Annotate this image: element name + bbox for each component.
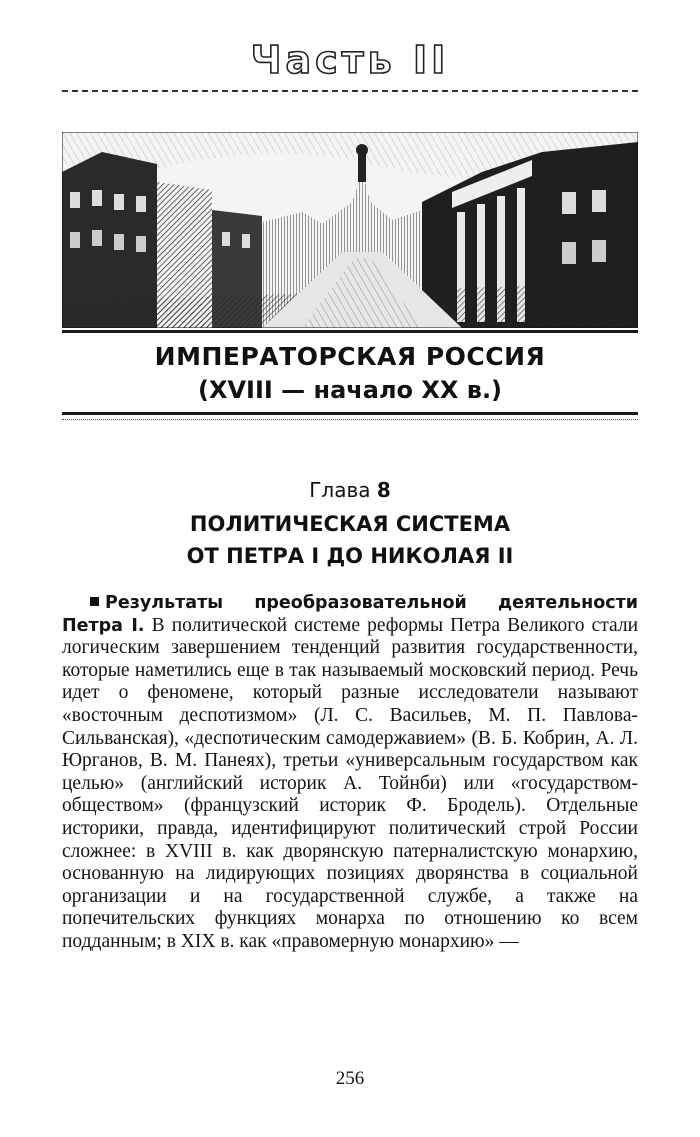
chapter-number: 8 [376,478,391,502]
square-bullet-icon [90,597,99,606]
illustration-divider [62,330,638,333]
chapter-title-line1: ПОЛИТИЧЕСКАЯ СИСТЕМА [189,512,511,536]
chapter-heading [0,478,700,502]
street-engraving-icon [62,132,638,328]
top-divider [62,90,638,92]
chapter-label: Глава [309,478,371,502]
section-title: ИМПЕРАТОРСКАЯ РОССИЯ [154,342,546,371]
section-period: (XVIII — начало XX в.) [197,376,503,404]
section-divider-thin [62,419,638,420]
page-number: 256 [335,1068,365,1089]
part-label: Часть II [250,38,450,82]
paragraph-lead: Результаты преобразовательной деятельности Петра I. [62,593,638,636]
main-paragraph [62,592,638,954]
paragraph-text: В политической системе реформы Петра Великого стали логическим завершением тенденций развития государственности, которые наметились еще в так называемый московский период. Речь идет о феномене, который разные исследователи называют «восточным деспотизмом» (Л. С. Васильев, М. П. Павлова-Сильванская), «деспотическим самодержавием» (В. Б. Кобрин, А. Л. Юрганов, В. М. Панеях), третьи «универсальным государством как целью» (английский историк А. Тойнби) или «государством-обществом» (французский историк Ф. Бродель). Отдельные историки, правда, идентифицируют политический строй России сложнее: в XVIII в. как дворянскую патерналистскую монархию, основанную на лидирующих позициях дворянства в социальной организации и на государственной службе, а также на попечительских функциях монарха по отношению ко всем подданным; в XIX в. как «правомерную монархию» — [62,614,639,952]
section-divider [62,412,638,415]
chapter-title-line2: ОТ ПЕТРА I ДО НИКОЛАЯ II [186,544,514,568]
